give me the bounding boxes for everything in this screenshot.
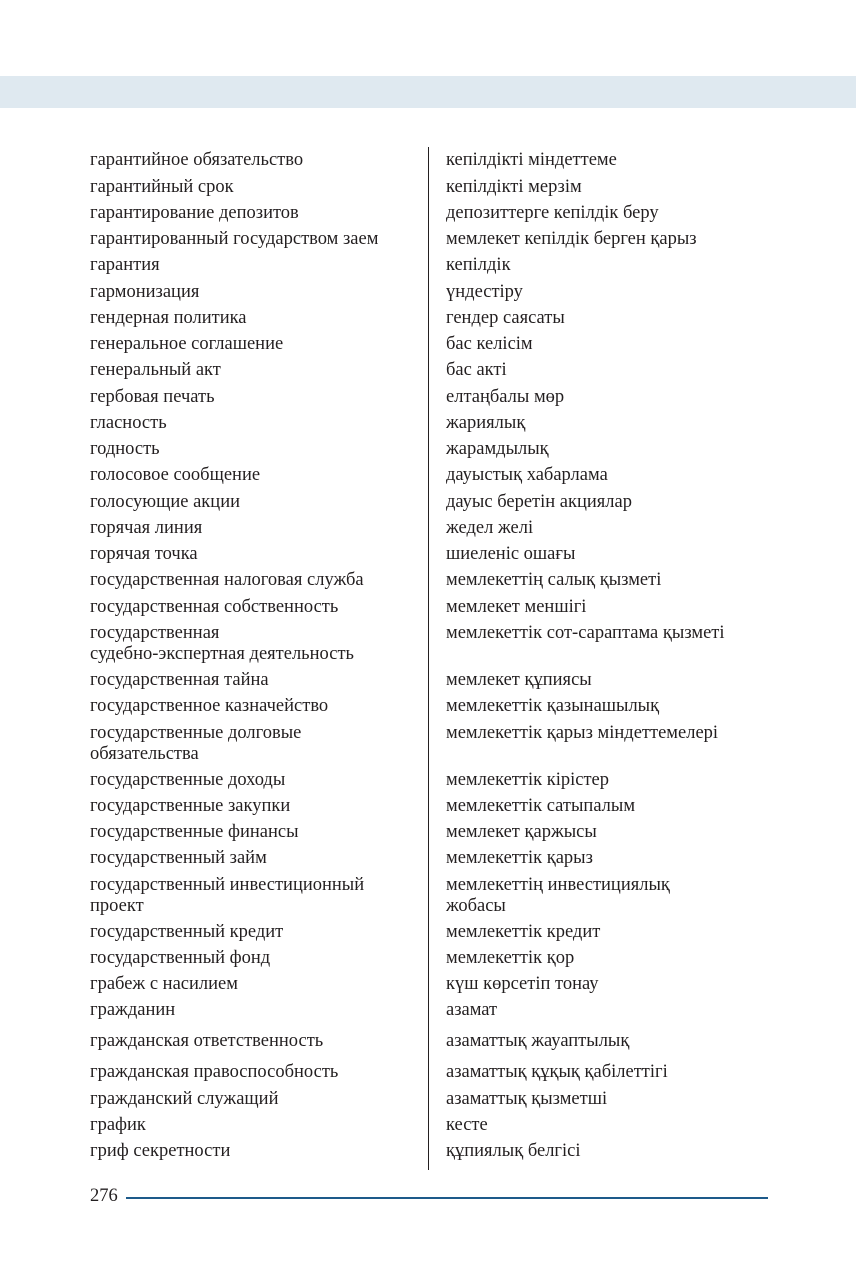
russian-term-line: государственное казначейство <box>90 696 329 716</box>
russian-term-line: гражданская правоспособность <box>90 1062 339 1082</box>
kazakh-term: жедел желі <box>446 518 534 538</box>
kazakh-term: шиеленіс ошағы <box>446 544 576 564</box>
russian-term-line: гражданская ответственность <box>90 1031 324 1051</box>
russian-term-line: гарантия <box>90 255 160 275</box>
kazakh-term: азаматтық құқық қабілеттігі <box>446 1062 668 1082</box>
kazakh-term: мемлекеттің инвестициялық жобасы <box>446 875 670 916</box>
kazakh-term: азаматтық жауаптылық <box>446 1031 630 1051</box>
russian-term-line: государственный фонд <box>90 948 271 968</box>
russian-term-line: гарантированный государством заем <box>90 229 379 249</box>
russian-term <box>90 439 160 460</box>
russian-term <box>90 922 283 943</box>
kazakh-term: дауыс беретін акциялар <box>446 492 632 512</box>
russian-term-line: грабеж с насилием <box>90 974 238 994</box>
kazakh-term: мемлекеттік қарыз <box>446 848 593 868</box>
kazakh-term: мемлекеттік қор <box>446 948 575 968</box>
russian-term <box>90 1141 230 1162</box>
russian-term-line: государственная налоговая служба <box>90 570 364 590</box>
kazakh-term: мемлекеттік сот-сараптама қызметі <box>446 623 725 643</box>
column-divider <box>428 147 429 1170</box>
russian-term-line: генеральное соглашение <box>90 334 284 354</box>
russian-term-line: государственная тайна <box>90 670 269 690</box>
russian-term-line: государственный инвестиционный <box>90 875 365 895</box>
russian-term-line: гласность <box>90 413 167 433</box>
russian-term-line: генеральный акт <box>90 360 221 380</box>
russian-term-line: государственные доходы <box>90 770 286 790</box>
russian-term-line: горячая точка <box>90 544 198 564</box>
kazakh-term: кепілдікті міндеттеме <box>446 150 617 170</box>
russian-term <box>90 544 198 565</box>
kazakh-term: бас келісім <box>446 334 533 354</box>
kazakh-term: мемлекет құпиясы <box>446 670 592 690</box>
russian-term <box>90 796 290 817</box>
kazakh-term: мемлекеттің салық қызметі <box>446 570 662 590</box>
kazakh-term: азаматтық қызметші <box>446 1089 608 1109</box>
kazakh-term: мемлекет меншігі <box>446 597 587 617</box>
kazakh-term: күш көрсетіп тонау <box>446 974 599 994</box>
russian-term-line: голосующие акции <box>90 492 240 512</box>
russian-term-line: график <box>90 1115 146 1135</box>
russian-term <box>90 1031 323 1052</box>
russian-term <box>90 465 260 486</box>
kazakh-term: дауыстық хабарлама <box>446 465 608 485</box>
russian-term <box>90 282 199 303</box>
kazakh-term: кепілдік <box>446 255 511 275</box>
kazakh-term: мемлекеттік сатыпалым <box>446 796 636 816</box>
footer-rule <box>126 1197 768 1199</box>
russian-term <box>90 229 378 250</box>
kazakh-term: кепілдікті мерзім <box>446 177 582 197</box>
russian-term <box>90 255 160 276</box>
russian-term <box>90 203 299 224</box>
russian-term-line: горячая линия <box>90 518 203 538</box>
russian-term-line: гендерная политика <box>90 308 247 328</box>
russian-term <box>90 570 364 591</box>
kazakh-term: мемлекет кепілдік берген қарыз <box>446 229 697 249</box>
kazakh-term: жарамдылық <box>446 439 549 459</box>
russian-term <box>90 387 215 408</box>
russian-term-line: гражданин <box>90 1000 176 1020</box>
russian-term-line: государственные закупки <box>90 796 291 816</box>
russian-term-line: государственный кредит <box>90 922 284 942</box>
kazakh-term: мемлекеттік кірістер <box>446 770 610 790</box>
russian-term <box>90 308 247 329</box>
russian-term <box>90 623 354 665</box>
russian-term <box>90 848 267 869</box>
russian-term-line: гарантийный срок <box>90 177 234 197</box>
kazakh-term: депозиттерге кепілдік беру <box>446 203 659 223</box>
russian-term-line: государственная <box>90 623 220 643</box>
kazakh-term: мемлекеттік қазынашылық <box>446 696 660 716</box>
russian-term <box>90 518 202 539</box>
kazakh-term: елтаңбалы мөр <box>446 387 565 407</box>
russian-term <box>90 670 269 691</box>
russian-term <box>90 1115 146 1136</box>
russian-term <box>90 948 270 969</box>
russian-term <box>90 1089 278 1110</box>
russian-term-line: гарантирование депозитов <box>90 203 299 223</box>
russian-term-line: гриф секретности <box>90 1141 231 1161</box>
russian-term <box>90 150 303 171</box>
russian-term <box>90 822 299 843</box>
russian-term <box>90 360 221 381</box>
russian-term <box>90 974 238 995</box>
page-number: 276 <box>90 1186 118 1206</box>
russian-term <box>90 770 285 791</box>
russian-term-line: проект <box>90 896 144 916</box>
header-band <box>0 76 856 108</box>
kazakh-term: гендер саясаты <box>446 308 565 328</box>
kazakh-term: құпиялық белгісі <box>446 1141 581 1161</box>
russian-term-line: обязательства <box>90 744 199 764</box>
russian-term <box>90 177 234 198</box>
russian-term <box>90 723 301 765</box>
russian-term <box>90 413 167 434</box>
kazakh-term: үндестіру <box>446 282 523 302</box>
kazakh-term: кесте <box>446 1115 488 1135</box>
russian-term-line: государственная собственность <box>90 597 339 617</box>
russian-term-line: гражданский служащий <box>90 1089 279 1109</box>
russian-term <box>90 1000 175 1021</box>
russian-term-line: гармонизация <box>90 282 200 302</box>
russian-term <box>90 696 328 717</box>
russian-term-line: государственные долговые <box>90 723 302 743</box>
russian-term-line: государственные финансы <box>90 822 299 842</box>
kazakh-term: мемлекеттік қарыз міндеттемелері <box>446 723 719 743</box>
russian-term <box>90 334 283 355</box>
russian-term-line: годность <box>90 439 160 459</box>
russian-term-line: гарантийное обязательство <box>90 150 304 170</box>
russian-term <box>90 875 364 917</box>
russian-term-line: голосовое сообщение <box>90 465 261 485</box>
russian-term-line: государственный займ <box>90 848 267 868</box>
kazakh-term: бас акті <box>446 360 507 380</box>
russian-term <box>90 1062 338 1083</box>
russian-term <box>90 597 338 618</box>
kazakh-term: мемлекет қаржысы <box>446 822 597 842</box>
kazakh-term: азамат <box>446 1000 498 1020</box>
kazakh-term: жариялық <box>446 413 526 433</box>
russian-term-line: судебно-экспертная деятельность <box>90 644 354 664</box>
kazakh-term: мемлекеттік кредит <box>446 922 601 942</box>
russian-term-line: гербовая печать <box>90 387 215 407</box>
russian-term <box>90 492 240 513</box>
